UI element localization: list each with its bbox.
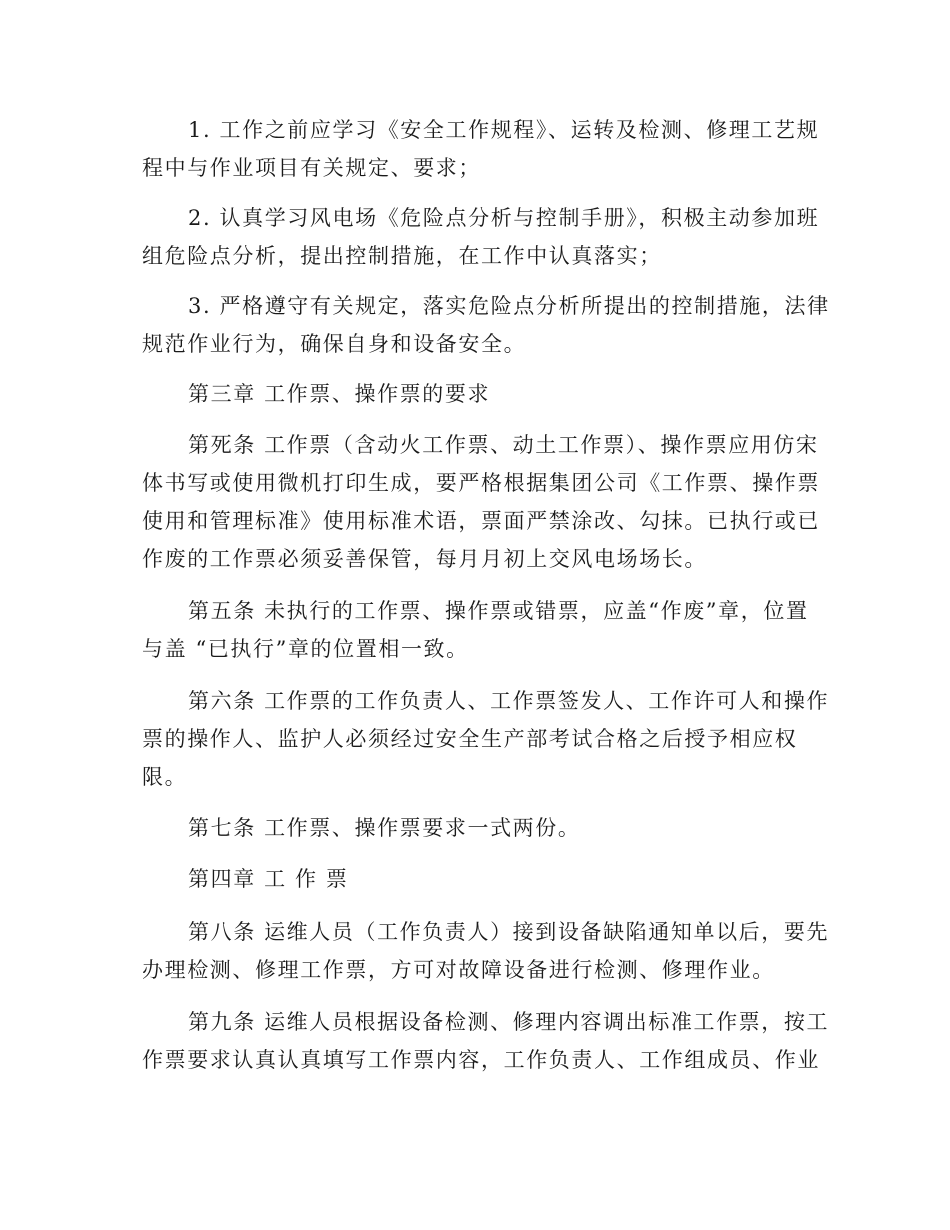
text-line: 第七条 工作票、操作票要求一式两份。 (188, 816, 581, 840)
text-line: 使用和管理标准》使用标准术语，票面严禁涂改、勾抹。已执行或已 (142, 509, 820, 533)
article-5-paragraph (142, 592, 807, 668)
text-line: 作废的工作票必须妥善保管，每月月初上交风电场场长。 (142, 547, 707, 571)
paragraph-item-3 (142, 287, 830, 363)
text-line: 办理检测、修理工作票，方可对故障设备进行检测、修理作业。 (142, 958, 775, 982)
text-line: 第八条 运维人员（工作负责人）接到设备缺陷通知单以后，要先 (188, 920, 830, 944)
paragraph-item-2 (142, 199, 820, 275)
heading-line: 第四章 工 作 票 (188, 867, 349, 891)
article-6-paragraph (142, 682, 830, 796)
text-line: 与盖 “已执行”章的位置相一致。 (142, 637, 469, 661)
text-line: 组危险点分析，提出控制措施，在工作中认真落实； (142, 244, 662, 268)
chapter-4-heading (142, 860, 807, 898)
text-line: 第死条 工作票（含动火工作票、动土工作票）、操作票应用仿宋 (188, 433, 819, 457)
chapter-3-heading (142, 375, 807, 413)
text-line: 票的操作人、监护人必须经过安全生产部考试合格之后授予相应权 (142, 727, 798, 751)
article-7-paragraph (142, 809, 807, 847)
article-4-paragraph (142, 426, 820, 578)
text-line: 程中与作业项目有关规定、要求； (142, 156, 481, 180)
text-line: 规范作业行为，确保自身和设备安全。 (142, 332, 527, 356)
text-line: 限。 (142, 765, 188, 789)
text-line: 第九条 运维人员根据设备检测、修理内容调出标准工作票，按工 (188, 1010, 830, 1034)
text-line: 3. 严格遵守有关规定，落实危险点分析所提出的控制措施，法律 (188, 294, 830, 318)
text-line: 1. 工作之前应学习《安全工作规程》、运转及检测、修理工艺规 (188, 118, 820, 142)
text-line: 体书写或使用微机打印生成，要严格根据集团公司《工作票、操作票 (142, 471, 820, 495)
heading-line: 第三章 工作票、操作票的要求 (188, 382, 491, 406)
text-line: 2. 认真学习风电场《危险点分析与控制手册》，积极主动参加班 (188, 206, 820, 230)
text-line: 第五条 未执行的工作票、操作票或错票，应盖“作废”章，位置 (188, 599, 809, 623)
paragraph-item-1 (142, 111, 820, 187)
text-line: 作票要求认真认真填写工作票内容，工作负责人、工作组成员、作业 (142, 1048, 820, 1072)
article-8-paragraph (142, 913, 830, 989)
article-9-paragraph (142, 1003, 830, 1079)
text-line: 第六条 工作票的工作负责人、工作票签发人、工作许可人和操作 (188, 689, 830, 713)
